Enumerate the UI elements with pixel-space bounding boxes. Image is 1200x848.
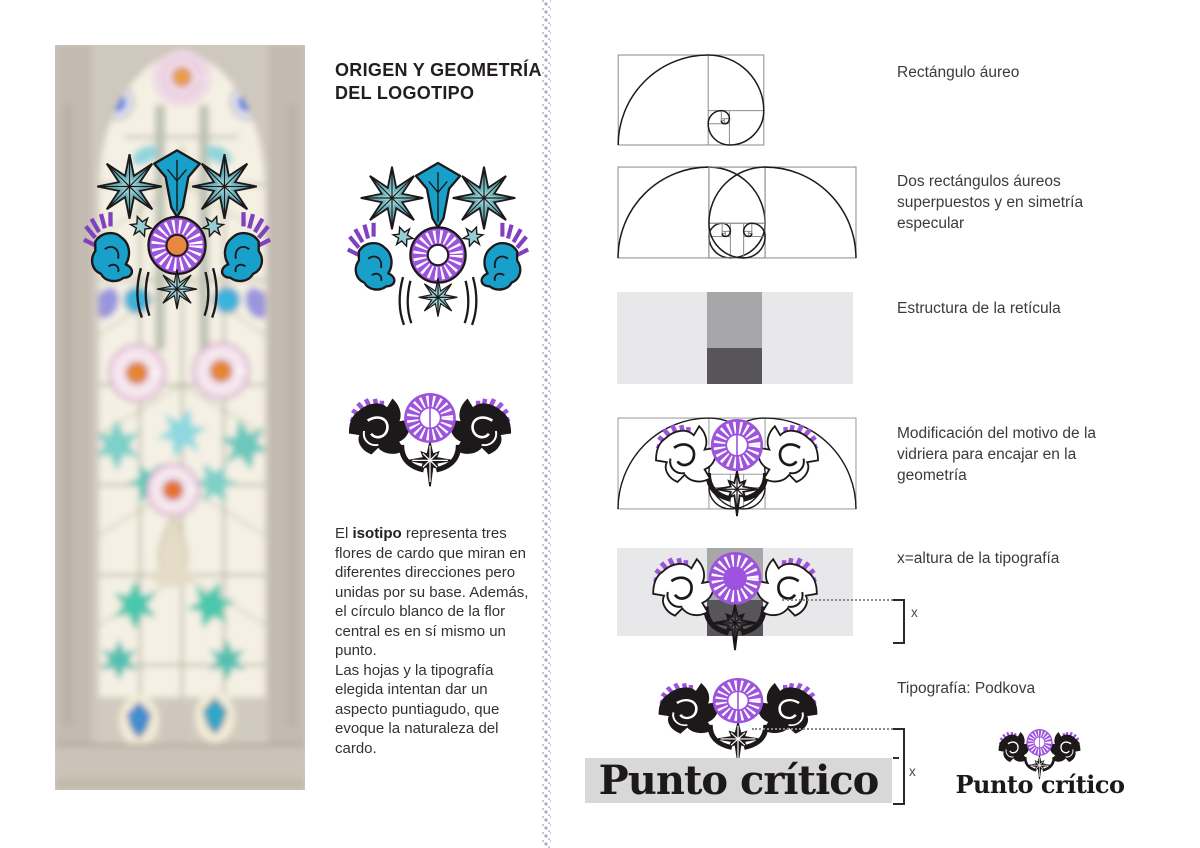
grid-right-cell [762,292,853,384]
grid-structure-diagram [617,292,853,384]
stained-glass-photo [55,45,305,790]
logo-stained-glass-color-icon [346,152,530,336]
wordmark-small: Punto crítico [955,770,1125,799]
label-modification: Modificación del motivo de la vidriera para encajar en la geometría [897,425,1097,484]
wordmark-x-mark: x [909,764,916,779]
page-title: ORIGEN Y GEOMETRÍA DEL LOGOTIPO [335,60,542,104]
label-golden-rectangle: Rectángulo áureo [897,64,1020,81]
logo-mark-icon [332,393,528,488]
golden-rectangle-diagram [617,54,765,146]
logo-mark-large-icon [642,678,834,764]
logo-xheight-overlay-icon [635,552,835,652]
wordmark-large: Punto crítico [598,757,879,804]
body-text [335,524,543,758]
wordmark-dotted-line [752,728,893,730]
double-golden-rectangle-diagram [617,166,857,259]
grid-middle-dark-cell [707,348,762,384]
x-height-x-mark: x [911,605,918,620]
label-typography: Tipografía: Podkova [897,680,1036,697]
logo-outline-overlay-icon [638,419,836,518]
grid-left-cell [617,292,707,384]
wordmark-bracket-tick [893,757,899,759]
grid-middle-top-cell [707,292,762,348]
body-text-part2: Las hojas y la tipografía elegida intentan dar un aspecto puntiagudo, que evoque la naturaleza del cardo. [335,661,500,757]
label-x-height: x=altura de la tipografía [897,550,1060,567]
stitch-divider [542,0,551,848]
label-grid-structure: Estructura de la retícula [897,300,1061,317]
label-double-golden: Dos rectángulos áureos superpuestos y en simetría especular [897,173,1084,232]
wordmark-bracket [893,728,905,805]
stained-glass-photo-image [55,45,305,790]
grid-middle-column [707,292,762,384]
body-text-part1: El isotipo representa tres flores de cardo que miran en diferentes direcciones pero unidas por su base. Además, el círculo blanco de la flor central es en sí mismo un punto. [335,525,529,659]
x-height-bracket [893,599,905,644]
x-height-dotted-line [782,599,893,601]
